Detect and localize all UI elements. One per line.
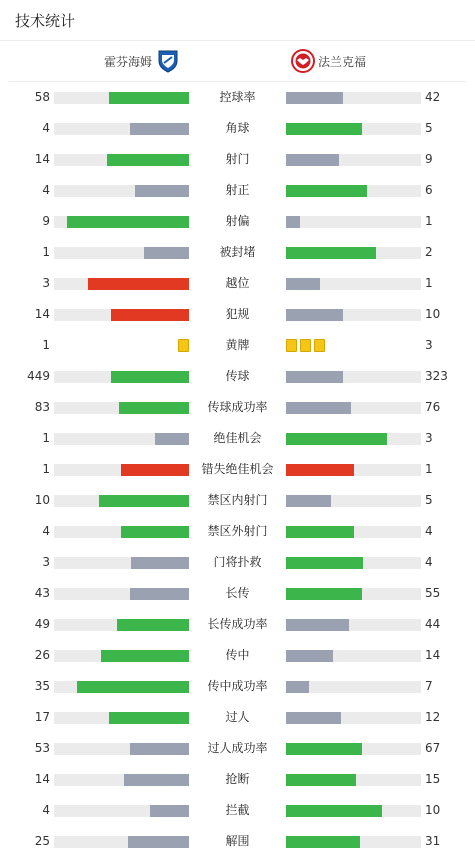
home-team[interactable] [104,41,179,81]
home-value: 1 [42,338,50,352]
stat-label: 过人 [225,710,250,724]
home-bar-fill [107,154,189,166]
away-value: 1 [425,214,433,228]
stat-label: 传中 [225,648,250,662]
home-bar-track [54,712,189,724]
home-bar-fill [111,371,189,383]
away-bar-fill [286,433,387,445]
away-bar-fill [286,557,363,569]
hoffenheim-crest-icon [157,49,179,73]
home-value: 14 [34,772,50,786]
away-bar-fill [286,805,382,817]
home-value: 83 [34,400,50,414]
stat-row [0,392,475,423]
stat-row [0,299,475,330]
frankfurt-crest-icon [291,49,313,73]
home-bar-fill [117,619,189,631]
stat-label: 犯规 [225,307,250,321]
home-value: 26 [34,648,50,662]
away-value: 3 [425,338,433,352]
home-value: 14 [34,152,50,166]
home-bar-track [54,650,189,662]
home-bar-track [54,495,189,507]
home-bar-fill [77,681,189,693]
away-value: 9 [425,152,433,166]
away-value: 6 [425,183,433,197]
home-bar-fill [88,278,189,290]
away-value: 55 [425,586,441,600]
away-bar-track [286,495,421,507]
home-value: 1 [42,431,50,445]
yellow-card-icon [314,339,325,352]
stat-label: 传球 [225,369,250,383]
away-bar-fill [286,650,333,662]
away-value: 10 [425,307,441,321]
stat-label: 黄牌 [225,338,250,352]
home-value: 3 [42,555,50,569]
home-value: 10 [34,493,50,507]
away-value: 31 [425,834,441,848]
away-value: 2 [425,245,433,259]
stat-label: 被封堵 [219,245,256,259]
away-bar-track [286,309,421,321]
away-value: 7 [425,679,433,693]
stats-list [0,82,475,857]
away-bar-track [286,836,421,848]
away-bar-fill [286,371,343,383]
home-bar-track [54,464,189,476]
home-bar-fill [144,247,189,259]
home-bar-track [54,557,189,569]
team-header [9,41,466,82]
stat-row [0,454,475,485]
away-value: 14 [425,648,441,662]
home-value: 1 [42,245,50,259]
stat-label: 传球成功率 [207,400,268,414]
away-value: 1 [425,462,433,476]
home-bar-fill [150,805,189,817]
home-bar-fill [155,433,189,445]
yellow-card-icon [286,339,297,352]
home-bar-fill [121,464,189,476]
stat-label: 角球 [225,121,250,135]
stat-row [0,330,475,361]
away-bar-track [286,278,421,290]
yellow-card-icon [178,339,189,352]
away-bar-track [286,588,421,600]
away-value: 42 [425,90,441,104]
home-bar-track [54,154,189,166]
stat-label: 射门 [225,152,250,166]
away-value: 3 [425,431,433,445]
home-value: 9 [42,214,50,228]
away-bar-track [286,216,421,228]
home-bar-track [54,185,189,197]
stat-label: 禁区外射门 [207,524,268,538]
stat-row [0,516,475,547]
stat-label: 越位 [225,276,250,290]
away-bar-fill [286,185,367,197]
stat-label: 绝佳机会 [213,431,262,445]
home-bar-fill [99,495,189,507]
stat-label: 传中成功率 [207,679,268,693]
home-value: 3 [42,276,50,290]
home-bar-track [54,805,189,817]
home-bar-track [54,247,189,259]
away-bar-fill [286,495,331,507]
away-bar-track [286,774,421,786]
stat-row [0,640,475,671]
home-bar-track [54,774,189,786]
away-value: 4 [425,555,433,569]
away-bar-fill [286,154,339,166]
stat-row [0,609,475,640]
away-value: 1 [425,276,433,290]
away-bar-fill [286,526,354,538]
away-bar-fill [286,464,354,476]
away-bar-fill [286,92,343,104]
away-yellow-cards [286,339,325,352]
stat-row [0,113,475,144]
stat-row [0,237,475,268]
away-value: 15 [425,772,441,786]
away-value: 5 [425,121,433,135]
away-bar-fill [286,836,360,848]
away-bar-track [286,185,421,197]
away-bar-fill [286,588,362,600]
away-bar-fill [286,216,300,228]
home-bar-track [54,309,189,321]
stat-row [0,671,475,702]
away-team[interactable] [291,41,366,81]
away-value: 10 [425,803,441,817]
stat-row [0,733,475,764]
home-bar-fill [130,588,189,600]
home-bar-fill [109,712,189,724]
away-bar-fill [286,681,309,693]
away-bar-track [286,433,421,445]
stat-row [0,268,475,299]
home-bar-track [54,371,189,383]
away-bar-fill [286,123,362,135]
home-bar-track [54,123,189,135]
stat-row [0,423,475,454]
away-bar-track [286,402,421,414]
stat-label: 禁区内射门 [207,493,268,507]
home-bar-fill [119,402,189,414]
home-bar-fill [135,185,189,197]
home-bar-fill [130,743,189,755]
home-bar-track [54,526,189,538]
home-value: 1 [42,462,50,476]
away-team-name: 法兰克福 [318,54,367,69]
away-bar-track [286,92,421,104]
away-value: 44 [425,617,441,631]
away-value: 67 [425,741,441,755]
home-bar-track [54,278,189,290]
home-bar-track [54,836,189,848]
stat-row [0,175,475,206]
stat-label: 控球率 [219,90,256,104]
home-value: 58 [34,90,50,104]
away-bar-fill [286,247,376,259]
home-bar-fill [101,650,189,662]
home-value: 17 [34,710,50,724]
home-bar-track [54,619,189,631]
away-bar-track [286,247,421,259]
away-bar-track [286,743,421,755]
away-bar-fill [286,774,356,786]
home-bar-track [54,743,189,755]
home-bar-fill [111,309,189,321]
away-bar-fill [286,278,320,290]
home-bar-fill [67,216,189,228]
stat-row [0,547,475,578]
home-value: 449 [27,369,50,383]
away-bar-track [286,371,421,383]
home-yellow-cards [178,339,189,352]
stat-row [0,485,475,516]
stat-label: 过人成功率 [207,741,268,755]
stat-row [0,206,475,237]
away-bar-track [286,712,421,724]
away-bar-fill [286,619,349,631]
stat-row [0,82,475,113]
away-value: 5 [425,493,433,507]
stat-label: 射正 [225,183,250,197]
home-bar-track [54,402,189,414]
away-bar-track [286,526,421,538]
home-value: 53 [34,741,50,755]
home-bar-fill [109,92,189,104]
home-value: 4 [42,121,50,135]
stat-label: 解围 [225,834,250,848]
away-value: 76 [425,400,441,414]
stat-row [0,795,475,826]
away-bar-track [286,619,421,631]
away-bar-fill [286,712,341,724]
home-bar-track [54,433,189,445]
away-bar-fill [286,743,362,755]
home-value: 4 [42,803,50,817]
stat-label: 门将扑救 [213,555,262,569]
home-bar-fill [130,123,189,135]
away-value: 323 [425,369,448,383]
stat-row [0,702,475,733]
home-value: 25 [34,834,50,848]
stat-row [0,361,475,392]
home-bar-track [54,216,189,228]
yellow-card-icon [300,339,311,352]
home-bar-track [54,681,189,693]
stat-label: 抢断 [225,772,250,786]
home-bar-fill [131,557,189,569]
away-bar-track [286,464,421,476]
stat-label: 拦截 [225,803,250,817]
page-title: 技术统计 [15,11,76,30]
away-bar-track [286,805,421,817]
stat-row [0,578,475,609]
home-value: 35 [34,679,50,693]
home-bar-fill [124,774,189,786]
home-value: 4 [42,183,50,197]
stat-row [0,144,475,175]
home-value: 43 [34,586,50,600]
home-team-name: 霍芬海姆 [103,54,152,69]
stat-label: 错失绝佳机会 [201,462,274,476]
away-bar-track [286,650,421,662]
home-value: 4 [42,524,50,538]
home-value: 49 [34,617,50,631]
home-bar-track [54,588,189,600]
away-bar-fill [286,309,343,321]
page-title-bar [0,0,475,41]
stat-label: 射偏 [225,214,250,228]
home-bar-fill [128,836,189,848]
away-bar-track [286,154,421,166]
away-value: 4 [425,524,433,538]
away-bar-track [286,681,421,693]
away-bar-track [286,557,421,569]
stat-row [0,764,475,795]
away-value: 12 [425,710,441,724]
stat-label: 长传 [225,586,250,600]
stat-row [0,826,475,857]
away-bar-fill [286,402,351,414]
home-bar-track [54,92,189,104]
stat-label: 长传成功率 [207,617,268,631]
home-bar-fill [121,526,189,538]
away-bar-track [286,123,421,135]
home-value: 14 [34,307,50,321]
